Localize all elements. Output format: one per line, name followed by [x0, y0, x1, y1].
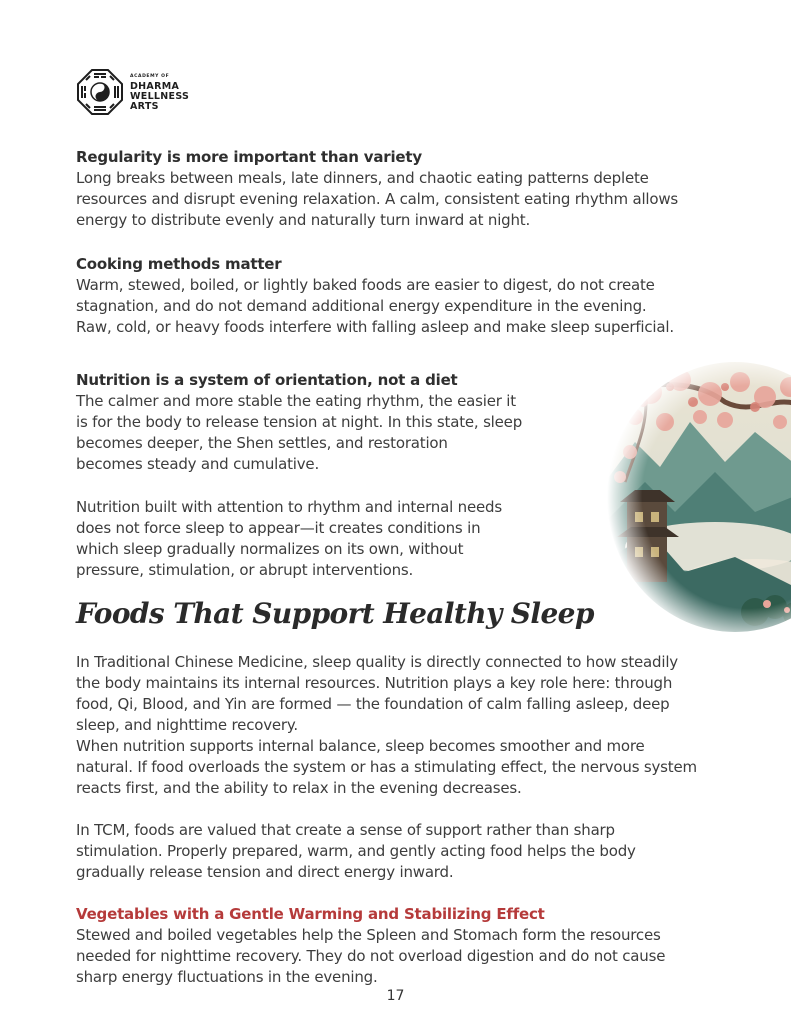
section-intro [76, 652, 697, 799]
academy-logo [76, 68, 189, 116]
text-line: which sleep gradually normalizes on its own, without [76, 540, 464, 558]
section-orientation [76, 370, 522, 475]
text-line: stimulation. Properly prepared, warm, and gently acting food helps the body [76, 842, 636, 860]
heading-regularity: Regularity is more important than variety [76, 148, 422, 166]
text-line: resources and disrupt evening relaxation. A calm, consistent eating rhythm allows [76, 190, 679, 208]
text-line: the body maintains its internal resources. Nutrition plays a key role here: through [76, 674, 673, 692]
text-line: Warm, stewed, boiled, or lightly baked foods are easier to digest, do not create [76, 276, 655, 294]
logo-line-academy: ACADEMY OF [130, 74, 170, 79]
text-line: food, Qi, Blood, and Yin are formed — the foundation of calm falling asleep, deep [76, 695, 670, 713]
heading-vegetables: Vegetables with a Gentle Warming and Stabilizing Effect [76, 905, 545, 923]
text-line: sleep, and nighttime recovery. [76, 716, 298, 734]
text-line: is for the body to release tension at night. In this state, sleep [76, 413, 523, 431]
text-line: sharp energy fluctuations in the evening. [76, 968, 378, 986]
text-line: The calmer and more stable the eating rhythm, the easier it [76, 392, 516, 410]
text-line: Long breaks between meals, late dinners, and chaotic eating patterns deplete [76, 169, 649, 187]
heading-cooking: Cooking methods matter [76, 255, 282, 273]
text-line: gradually release tension and direct energy inward. [76, 863, 454, 881]
page-title: Foods That Support Healthy Sleep [76, 597, 594, 630]
text-line: When nutrition supports internal balance, sleep becomes smoother and more [76, 737, 645, 755]
text-line: does not force sleep to appear—it creates conditions in [76, 519, 481, 537]
text-line: becomes deeper, the Shen settles, and restoration [76, 434, 448, 452]
text-line: natural. If food overloads the system or has a stimulating effect, the nervous system [76, 758, 697, 776]
text-line: becomes steady and cumulative. [76, 455, 320, 473]
text-line: stagnation, and do not demand additional energy expenditure in the evening. [76, 297, 647, 315]
text-line: reacts first, and the ability to relax in the evening decreases. [76, 779, 522, 797]
text-line: pressure, stimulation, or abrupt interventions. [76, 561, 414, 579]
section-tcm [76, 820, 636, 883]
section-cooking [76, 254, 674, 338]
logo-wordmark [130, 72, 189, 112]
bagua-yin-yang-icon [76, 68, 124, 116]
text-line: Nutrition built with attention to rhythm and internal needs [76, 498, 502, 516]
section-vegetables [76, 904, 665, 988]
landscape-illustration [605, 362, 791, 632]
text-line: In TCM, foods are valued that create a sense of support rather than sharp [76, 821, 615, 839]
logo-line-wellness: WELLNESS [130, 91, 190, 102]
text-line: energy to distribute evenly and naturally turn inward at night. [76, 211, 531, 229]
page-number: 17 [386, 988, 405, 1004]
section-rhythm [76, 497, 502, 581]
section-regularity [76, 147, 678, 231]
text-line: needed for nighttime recovery. They do not overload digestion and do not cause [76, 947, 666, 965]
heading-orientation: Nutrition is a system of orientation, not a diet [76, 371, 458, 389]
logo-line-dharma: DHARMA [130, 81, 180, 92]
logo-line-arts: ARTS [130, 101, 159, 112]
text-line: Raw, cold, or heavy foods interfere with falling asleep and make sleep superficial. [76, 318, 674, 336]
text-line: In Traditional Chinese Medicine, sleep quality is directly connected to how steadily [76, 653, 678, 671]
text-line: Stewed and boiled vegetables help the Spleen and Stomach form the resources [76, 926, 661, 944]
